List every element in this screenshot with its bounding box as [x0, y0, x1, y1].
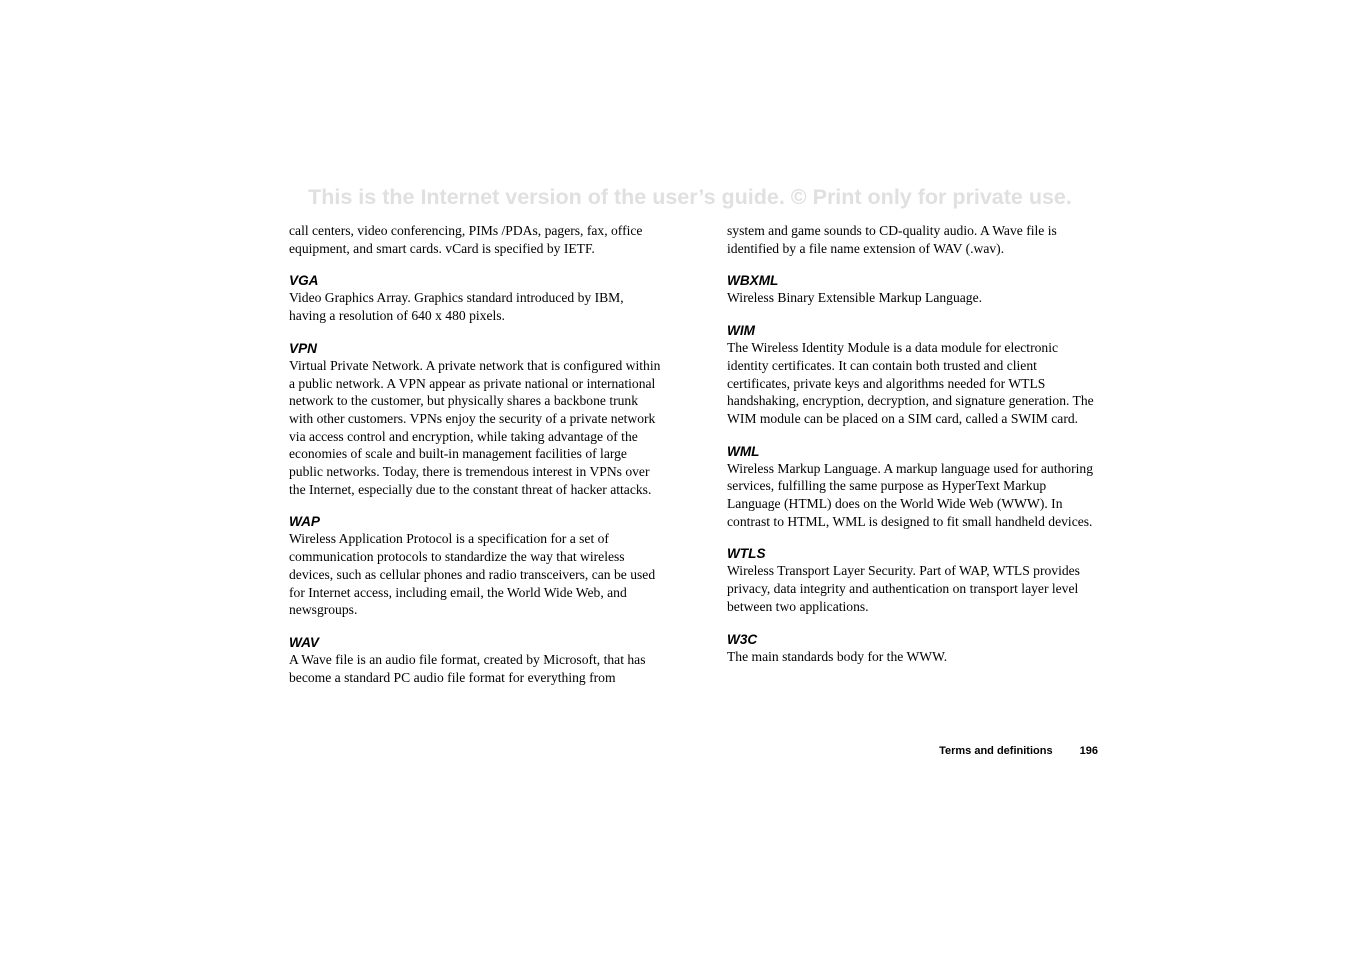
glossary-entry-wtls [727, 545, 1099, 615]
page-footer [939, 745, 1098, 757]
term-definition: A Wave file is an audio file format, created by Microsoft, that has become a standard PC audio file format for everything from [289, 651, 646, 685]
continued-text: call centers, video conferencing, PIMs /PDAs, pagers, fax, office equipment, and smart cards. vCard is specified by IETF. [289, 223, 643, 256]
term-definition: Wireless Application Protocol is a specification for a set of communication protocols to standardize the way that wireless devices, such as cellular phones and radio transceivers, can be used for Internet access, including email, the World Wide Web, and newsgroups. [289, 531, 656, 618]
glossary-entry-wml [727, 443, 1099, 531]
term-heading: W3C [727, 631, 758, 647]
term-definition: Wireless Binary Extensible Markup Language. [727, 290, 983, 306]
term-heading: WBXML [727, 273, 779, 289]
term-definition: Wireless Transport Layer Security. Part of WAP, WTLS provides privacy, data integrity and authentication on transport layer level between two applications. [727, 563, 1080, 614]
term-heading: WAP [289, 514, 320, 530]
term-definition: Wireless Markup Language. A markup language used for authoring services, fulfilling the same purpose as HyperText Markup Language (HTML) does on the World Wide Web (WWW). In contrast to HTML, WML is designed to fit small handheld devices. [727, 460, 1094, 529]
page-number: 196 [1079, 745, 1098, 757]
glossary-entry-wbxml [727, 272, 1099, 307]
term-heading: VPN [289, 340, 317, 356]
right-column [727, 222, 1099, 665]
glossary-entry-vpn [289, 340, 661, 499]
term-heading: WTLS [727, 546, 766, 562]
term-heading: WIM [727, 323, 755, 339]
term-definition: The Wireless Identity Module is a data module for electronic identity certificates. It can contain both trusted and client certificates, private keys and algorithms needed for WTLS handshaking, encryption, decryption, and signature generation. The WIM module can be placed on a SIM card, called a SWIM card. [727, 340, 1094, 426]
glossary-entry-wap [289, 513, 661, 619]
term-definition: Virtual Private Network. A private network that is configured within a public network. A VPN appear as private national or international network to the customer, but physically shares a backbone trunk with other customers. VPNs enjoy the security of a private network via access control and encryption, while taking advantage of the economies of scale and built-in management facilities of large public networks. Today, there is tremendous interest in VPNs over the Internet, especially due to the constant threat of hacker attacks. [289, 357, 661, 497]
term-heading: VGA [289, 273, 319, 289]
left-column [289, 222, 661, 686]
term-definition: The main standards body for the WWW. [727, 648, 948, 664]
term-heading: WAV [289, 634, 319, 650]
continued-text: system and game sounds to CD-quality audio. A Wave file is identified by a file name extension of WAV (.wav). [727, 223, 1057, 256]
term-heading: WML [727, 443, 760, 459]
section-title: Terms and definitions [939, 745, 1053, 757]
watermark-text: This is the Internet version of the user’s guide. © Print only for private use. [308, 185, 1072, 209]
glossary-entry-wim [727, 322, 1099, 428]
glossary-entry-w3c [727, 631, 1099, 666]
term-definition: Video Graphics Array. Graphics standard introduced by IBM, having a resolution of 640 x 480 pixels. [289, 290, 624, 324]
glossary-entry-wav [289, 634, 661, 686]
glossary-entry-vga [289, 272, 661, 324]
